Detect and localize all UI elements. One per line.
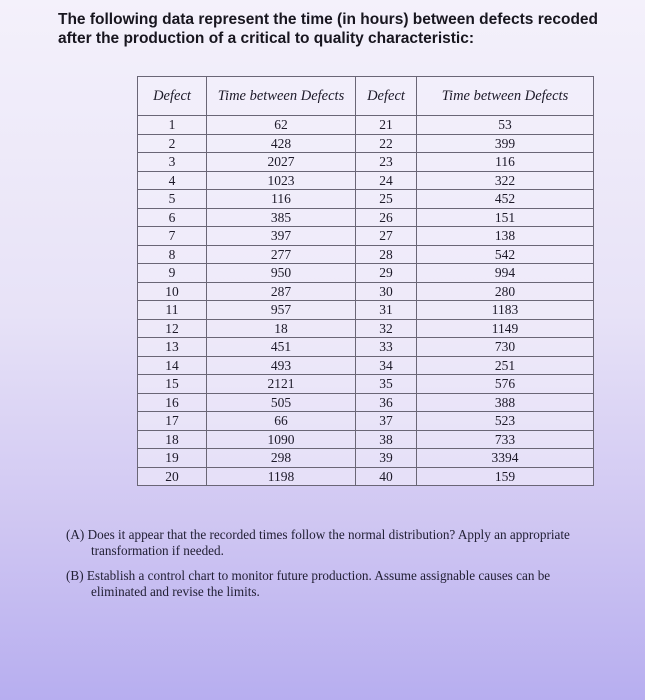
time-value-left: 66 [207,412,356,431]
time-value-right: 280 [417,282,594,301]
table-row [138,467,594,486]
time-value-right: 399 [417,134,594,153]
time-value-right: 542 [417,245,594,264]
defect-number-right: 27 [356,227,417,246]
defect-number-right: 28 [356,245,417,264]
defect-number-right: 39 [356,449,417,468]
defect-number-left: 20 [138,467,207,486]
defect-number-left: 17 [138,412,207,431]
time-value-left: 451 [207,338,356,357]
defect-number-right: 32 [356,319,417,338]
table-row [138,412,594,431]
defect-number-left: 3 [138,153,207,172]
defect-number-left: 13 [138,338,207,357]
time-value-left: 62 [207,116,356,135]
defect-number-right: 21 [356,116,417,135]
table-row [138,245,594,264]
defect-table-container [137,76,594,486]
time-value-left: 18 [207,319,356,338]
defect-number-left: 19 [138,449,207,468]
header-time-between-2: Time between Defects [417,77,594,116]
defect-number-left: 8 [138,245,207,264]
defect-number-right: 22 [356,134,417,153]
question-a: (A) Does it appear that the recorded times follow the normal distribution? Apply an appropriate transformation if needed. [66,527,570,558]
defect-number-right: 30 [356,282,417,301]
time-value-right: 452 [417,190,594,209]
defect-number-left: 15 [138,375,207,394]
table-row [138,171,594,190]
time-value-left: 505 [207,393,356,412]
time-value-right: 151 [417,208,594,227]
defect-number-right: 33 [356,338,417,357]
defect-number-left: 16 [138,393,207,412]
time-value-left: 397 [207,227,356,246]
header-defect-1: Defect [138,77,207,116]
time-value-left: 2027 [207,153,356,172]
defect-number-right: 38 [356,430,417,449]
time-value-right: 116 [417,153,594,172]
table-row [138,208,594,227]
time-value-left: 2121 [207,375,356,394]
defect-number-right: 23 [356,153,417,172]
time-value-right: 1149 [417,319,594,338]
time-value-right: 159 [417,467,594,486]
defect-number-right: 40 [356,467,417,486]
header-defect-2: Defect [356,77,417,116]
table-body [138,116,594,486]
time-value-right: 322 [417,171,594,190]
time-value-right: 388 [417,393,594,412]
table-row [138,134,594,153]
table-row [138,319,594,338]
time-value-left: 493 [207,356,356,375]
defect-number-left: 9 [138,264,207,283]
time-value-right: 994 [417,264,594,283]
defect-number-left: 6 [138,208,207,227]
defect-number-right: 24 [356,171,417,190]
time-value-left: 277 [207,245,356,264]
table-row [138,449,594,468]
time-value-left: 298 [207,449,356,468]
time-value-left: 1023 [207,171,356,190]
time-value-right: 523 [417,412,594,431]
defect-number-left: 12 [138,319,207,338]
defect-number-right: 26 [356,208,417,227]
time-value-right: 1183 [417,301,594,320]
table-row [138,430,594,449]
table-row [138,264,594,283]
time-value-left: 116 [207,190,356,209]
defect-number-left: 4 [138,171,207,190]
defect-number-right: 35 [356,375,417,394]
defect-number-right: 31 [356,301,417,320]
defect-number-left: 14 [138,356,207,375]
defect-number-left: 5 [138,190,207,209]
defect-number-left: 7 [138,227,207,246]
defect-number-right: 25 [356,190,417,209]
time-value-right: 3394 [417,449,594,468]
question-b: (B) Establish a control chart to monitor future production. Assume assignable causes can be eliminated and revise the limits. [66,568,551,599]
time-value-right: 733 [417,430,594,449]
table-row [138,301,594,320]
defect-number-right: 29 [356,264,417,283]
table-row [138,393,594,412]
time-value-left: 428 [207,134,356,153]
time-value-left: 287 [207,282,356,301]
table-row [138,282,594,301]
defect-number-right: 37 [356,412,417,431]
time-value-left: 1090 [207,430,356,449]
defect-number-left: 1 [138,116,207,135]
defect-number-left: 18 [138,430,207,449]
table-row [138,190,594,209]
defect-time-table [137,76,594,486]
defect-number-left: 2 [138,134,207,153]
time-value-right: 53 [417,116,594,135]
table-row [138,356,594,375]
table-row [138,375,594,394]
table-row [138,338,594,357]
time-value-right: 138 [417,227,594,246]
defect-number-right: 36 [356,393,417,412]
time-value-right: 730 [417,338,594,357]
table-row [138,153,594,172]
defect-number-left: 10 [138,282,207,301]
time-value-right: 251 [417,356,594,375]
questions [66,527,606,609]
header-time-between-1: Time between Defects [207,77,356,116]
time-value-right: 576 [417,375,594,394]
defect-number-right: 34 [356,356,417,375]
time-value-left: 950 [207,264,356,283]
time-value-left: 957 [207,301,356,320]
table-header-row [138,77,594,116]
table-row [138,227,594,246]
time-value-left: 1198 [207,467,356,486]
problem-statement: The following data represent the time (in hours) between defects recoded after the production of a critical to quality characteristic: [58,11,599,47]
time-value-left: 385 [207,208,356,227]
defect-number-left: 11 [138,301,207,320]
table-row [138,116,594,135]
